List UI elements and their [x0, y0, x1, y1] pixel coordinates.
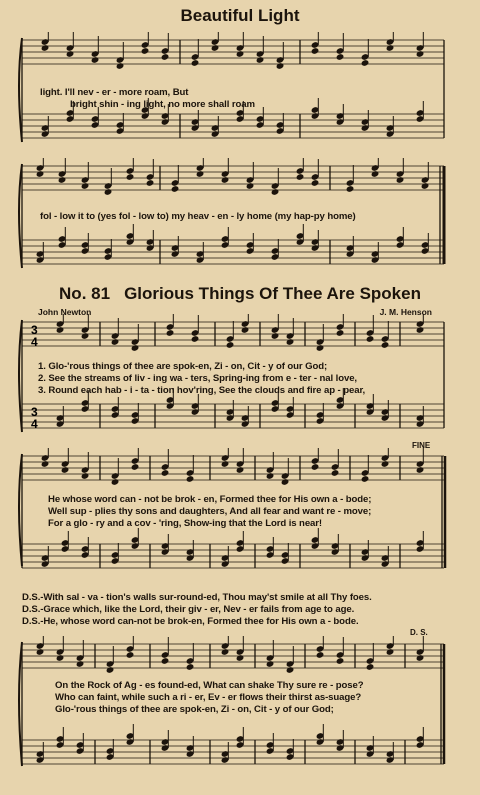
verse-2-line-c: Who can faint, while such a ri - er, Ev - er flows their thirst as-suage?: [55, 692, 362, 703]
note-head: [286, 666, 295, 674]
staff-bass-1: [22, 114, 444, 138]
verse-2-line-b: Well sup - plies thy sons and daughters, And all fear and want re - move;: [48, 506, 372, 517]
note-head: [36, 648, 45, 656]
note-head: [296, 173, 305, 181]
song-title: Beautiful Light: [180, 6, 300, 25]
ds-line-3: D.S.-He, whose word can-not be brok-en, Formed thee for His own a - bode.: [22, 616, 359, 627]
note-head: [106, 666, 115, 674]
note-head: [91, 56, 100, 64]
note-head: [266, 660, 275, 668]
note-head: [311, 179, 320, 187]
note-head: [126, 173, 135, 181]
note-head: [311, 47, 320, 55]
note-head: [336, 53, 345, 61]
hymn-title: Glorious Things Of Thee Are Spoken: [124, 284, 421, 303]
note-head: [416, 50, 425, 58]
note-head: [61, 466, 70, 474]
note-head: [271, 332, 280, 340]
note-head: [416, 326, 425, 334]
note-head: [36, 170, 45, 178]
note-head: [146, 179, 155, 187]
note-head: [111, 338, 120, 346]
note-head: [366, 663, 375, 671]
note-head: [386, 44, 395, 52]
note-head: [81, 472, 90, 480]
note-head: [171, 185, 180, 193]
ds-mark: D. S.: [410, 628, 428, 637]
verse-3-line-a: 3. Round each hab - i - ta - tion hov'ring, See the clouds and fire ap - pear,: [38, 385, 366, 396]
note-head: [131, 344, 140, 352]
note-head: [396, 176, 405, 184]
verse-2-line-a: 2. See the streams of liv - ing wa - ters, Spring-ing from e - ter - nal love,: [38, 373, 357, 384]
composer: J. M. Henson: [379, 307, 432, 317]
note-head: [416, 466, 425, 474]
note-head: [186, 475, 195, 483]
note-head: [421, 182, 430, 190]
note-head: [381, 460, 390, 468]
note-head: [104, 188, 113, 196]
note-head: [221, 460, 230, 468]
note-head: [126, 651, 135, 659]
ds-line-2: D.S.-Grace which, like the Lord, their giv - er, Nev - er fails from age to age.: [22, 604, 355, 615]
note-head: [221, 176, 230, 184]
hymn-number: No. 81: [59, 284, 111, 303]
note-head: [311, 463, 320, 471]
verse-3-line-c: Glo-'rous things of thee are spok-en, Zi - on, Cit - y of our God;: [55, 704, 334, 715]
svg-text:3: 3: [31, 405, 38, 419]
note-head: [196, 170, 205, 178]
note-head: [366, 335, 375, 343]
svg-text:4: 4: [31, 335, 38, 349]
note-head: [56, 326, 65, 334]
note-head: [56, 654, 65, 662]
note-head: [141, 47, 150, 55]
note-head: [226, 341, 235, 349]
lyric-line: bright shin - ing light, no more shall roam: [70, 99, 255, 110]
note-head: [166, 329, 175, 337]
note-head: [131, 463, 140, 471]
note-head: [211, 44, 220, 52]
verse-1-line-b: He whose word can - not be brok - en, Formed thee for His own a - bode;: [48, 494, 372, 505]
note-head: [161, 469, 170, 477]
verse-1-line-c: On the Rock of Ag - es found-ed, What can shake Thy sure re - pose?: [55, 680, 364, 691]
note-head: [336, 329, 345, 337]
note-head: [416, 654, 425, 662]
note-head: [161, 657, 170, 665]
note-head: [276, 62, 285, 70]
verse-3-line-b: For a glo - ry and a cov - 'ring, Show-ing that the Lord is near!: [48, 518, 323, 529]
note-head: [336, 657, 345, 665]
hymn-header: [0, 284, 480, 304]
note-head: [386, 648, 395, 656]
note-head: [316, 651, 325, 659]
note-head: [316, 344, 325, 352]
svg-text:3: 3: [31, 323, 38, 337]
note-head: [241, 326, 250, 334]
note-head: [186, 663, 195, 671]
lyricist: John Newton: [38, 307, 92, 317]
verse-1-line-a: 1. Glo-'rous things of thee are spok-en, Zi - on, Cit - y of our God;: [38, 361, 328, 372]
note-head: [371, 170, 380, 178]
note-head: [346, 185, 355, 193]
note-head: [361, 59, 370, 67]
note-head: [116, 62, 125, 70]
note-head: [111, 478, 120, 486]
note-head: [66, 50, 75, 58]
lyric-line: light. I'll nev - er - more roam, But: [40, 87, 189, 98]
note-head: [286, 338, 295, 346]
note-head: [361, 475, 370, 483]
note-head: [246, 182, 255, 190]
notes-system-1: [41, 32, 425, 138]
svg-text:4: 4: [31, 417, 38, 431]
note-head: [191, 335, 200, 343]
note-head: [41, 44, 50, 52]
note-head: [331, 469, 340, 477]
note-head: [81, 182, 90, 190]
note-head: [221, 648, 230, 656]
note-head: [281, 478, 290, 486]
note-head: [381, 341, 390, 349]
staff-treble-1: [22, 40, 444, 64]
note-head: [266, 472, 275, 480]
note-head: [76, 660, 85, 668]
note-head: [256, 56, 265, 64]
note-head: [236, 466, 245, 474]
note-head: [191, 59, 200, 67]
note-head: [236, 654, 245, 662]
lyric-line: fol - low it to (yes fol - low to) my heav - en - ly home (my hap-py home): [40, 211, 356, 222]
note-head: [81, 332, 90, 340]
ds-line-1: D.S.-With sal - va - tion's walls sur-round-ed, Thou may'st smile at all Thy foes.: [22, 592, 372, 603]
note-head: [41, 460, 50, 468]
note-head: [58, 176, 67, 184]
note-head: [236, 50, 245, 58]
note-head: [161, 53, 170, 61]
note-head: [271, 188, 280, 196]
fine-mark: FINE: [412, 441, 431, 450]
